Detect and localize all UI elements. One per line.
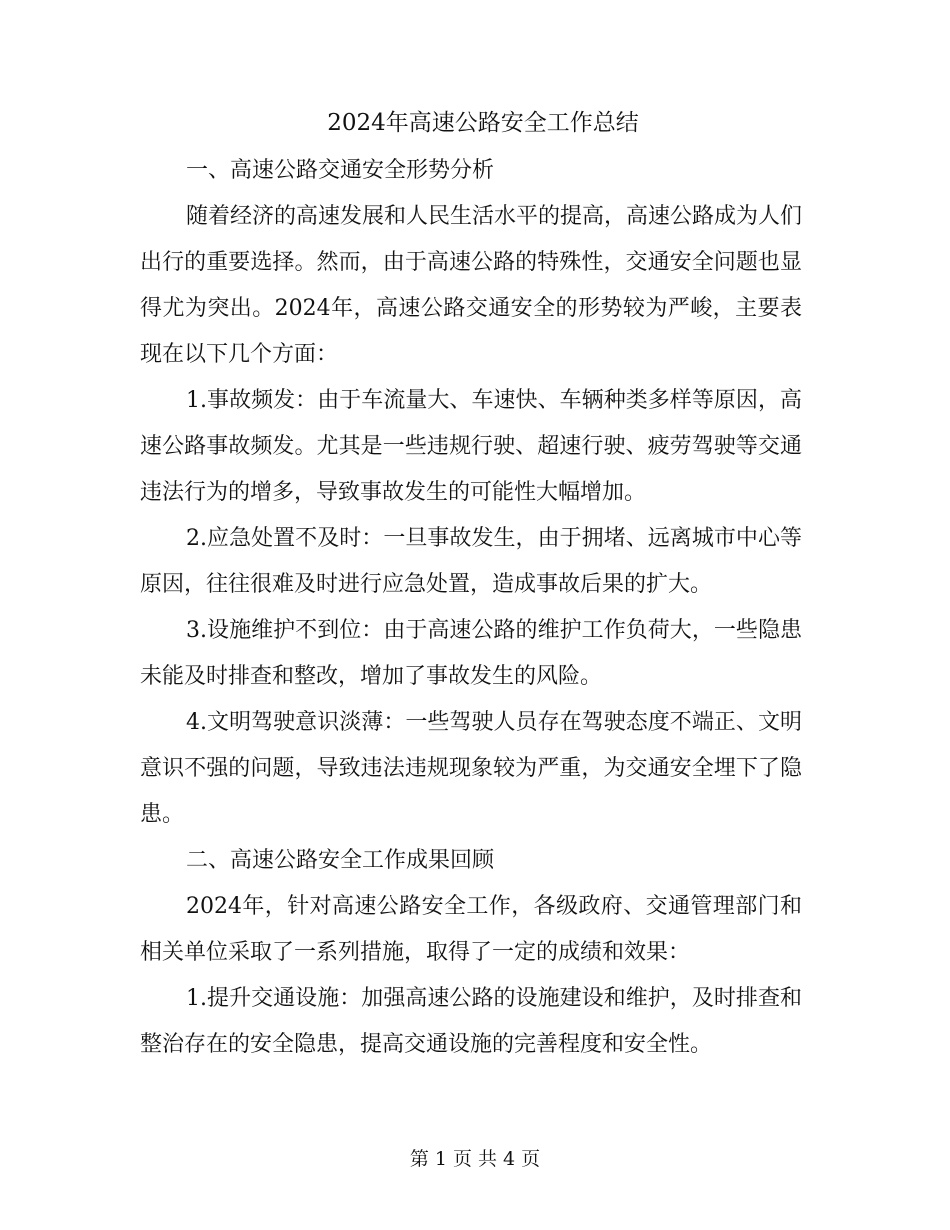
paragraph-intro: 随着经济的高速发展和人民生活水平的提高，高速公路成为人们出行的重要选择。然而，由于高速公路的特殊性，交通安全问题也显得尤为突出。2024年，高速公路交通安全的形势较为严峻，主要表现在以下几个方面： [140,204,803,367]
page-number-footer: 第 1 页 共 4 页 [409,1148,541,1170]
section-heading-1: 一、高速公路交通安全形势分析 [186,158,495,183]
paragraph-result-1: 1.提升交通设施：加强高速公路的设施建设和维护，及时排查和整治存在的安全隐患，提高交通设施的完善程度和安全性。 [140,986,802,1057]
paragraph-item-4: 4.文明驾驶意识淡薄：一些驾驶人员存在驾驶态度不端正、文明意识不强的问题，导致违法违规现象较为严重，为交通安全埋下了隐患。 [140,710,802,827]
document-title: 2024年高速公路安全工作总结 [327,110,639,136]
document-body [140,98,802,1068]
paragraph-results-intro: 2024年，针对高速公路安全工作，各级政府、交通管理部门和相关单位采取了一系列措施，取得了一定的成绩和效果： [140,894,802,965]
paragraph-item-3: 3.设施维护不到位：由于高速公路的维护工作负荷大，一些隐患未能及时排查和整改，增加了事故发生的风险。 [140,618,802,689]
section-heading-2: 二、高速公路安全工作成果回顾 [186,848,495,873]
paragraph-item-2: 2.应急处置不及时：一旦事故发生，由于拥堵、远离城市中心等原因，往往很难及时进行应急处置，造成事故后果的扩大。 [140,526,802,597]
paragraph-item-1: 1.事故频发：由于车流量大、车速快、车辆种类多样等原因，高速公路事故频发。尤其是一些违规行驶、超速行驶、疲劳驾驶等交通违法行为的增多，导致事故发生的可能性大幅增加。 [140,388,802,505]
